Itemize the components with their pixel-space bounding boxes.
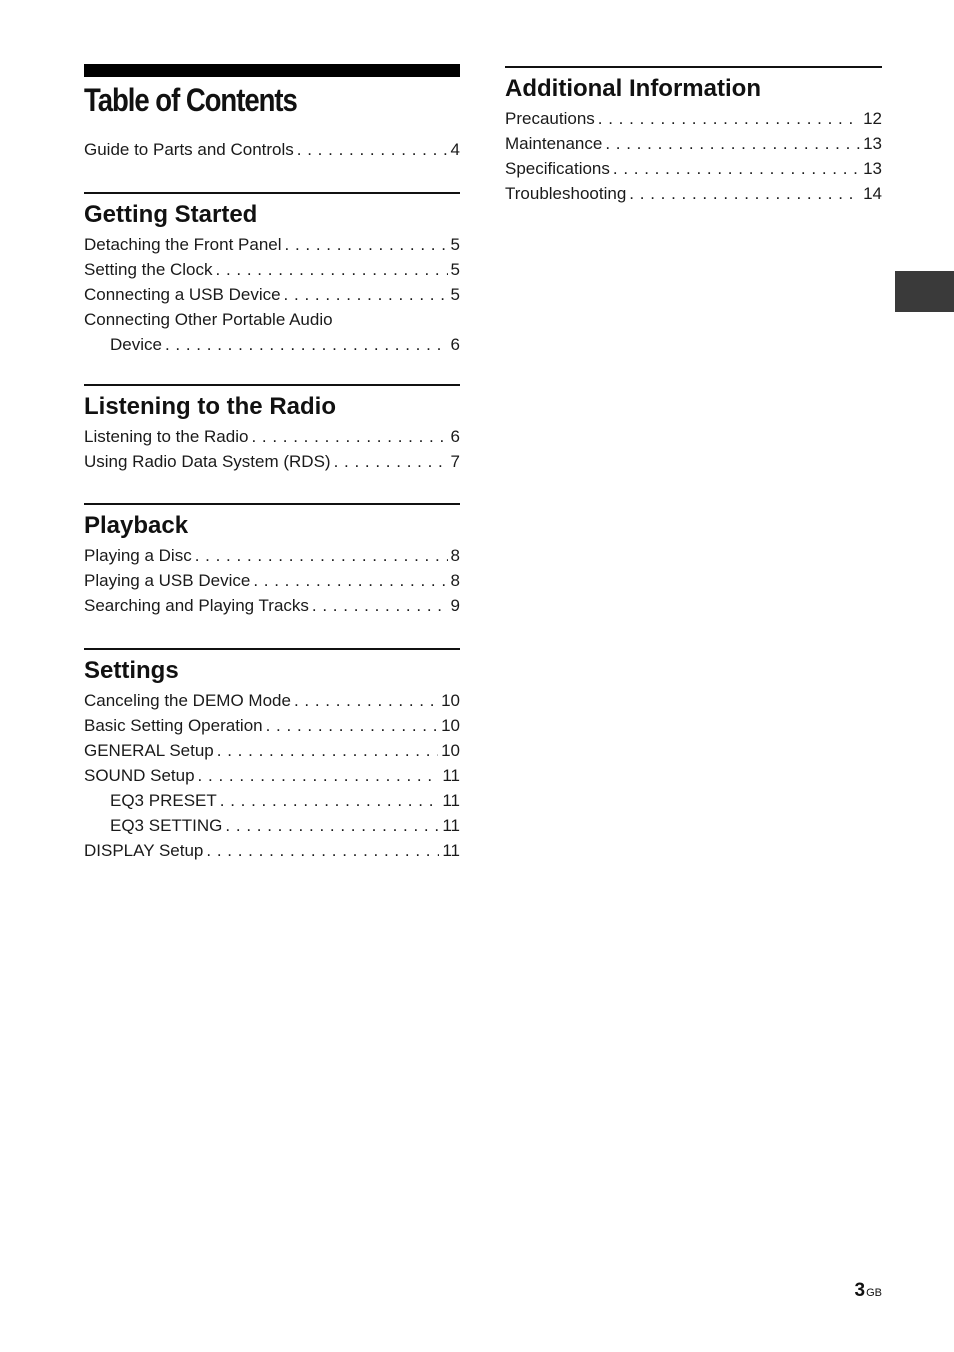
- section-getting-started: [84, 192, 460, 357]
- toc-entry[interactable]: [84, 738, 460, 763]
- page-number: [855, 1280, 882, 1302]
- dot-leader: [217, 738, 438, 763]
- entry-page: 5: [450, 285, 460, 304]
- page-title: Table of Contents: [84, 82, 297, 118]
- toc-entry[interactable]: [84, 838, 460, 863]
- entry-label: Specifications: [505, 159, 610, 178]
- dot-leader: [613, 156, 860, 181]
- toc-entry[interactable]: [84, 424, 460, 449]
- entry-page: 11: [442, 766, 460, 785]
- section-settings: [84, 648, 460, 863]
- entry-label: DISPLAY Setup: [84, 841, 204, 860]
- entry-label-line1: Connecting Other Portable Audio: [84, 310, 333, 329]
- toc-entry[interactable]: [505, 106, 882, 131]
- entry-label: EQ3 PRESET: [110, 791, 217, 810]
- page-number-value: 3: [854, 1280, 866, 1301]
- toc-entry-wrapped[interactable]: [84, 307, 460, 357]
- toc-entry[interactable]: [84, 137, 460, 162]
- entry-page: 11: [442, 791, 460, 810]
- toc-entry[interactable]: [84, 543, 460, 568]
- entry-label: Basic Setting Operation: [84, 716, 263, 735]
- section-heading: Settings: [84, 657, 179, 684]
- entry-page: 6: [450, 427, 460, 446]
- entry-page: 11: [442, 816, 460, 835]
- entry-label: Searching and Playing Tracks: [84, 596, 309, 615]
- entry-label: Connecting a USB Device: [84, 285, 281, 304]
- entry-page: 8: [450, 546, 460, 565]
- dot-leader: [598, 106, 860, 131]
- entry-page: 8: [450, 571, 460, 590]
- toc-entry[interactable]: [84, 713, 460, 738]
- entry-label: Playing a Disc: [84, 546, 192, 565]
- entry-label: Using Radio Data System (RDS): [84, 452, 331, 471]
- dot-leader: [285, 232, 448, 257]
- entry-page: 12: [863, 109, 882, 128]
- section-rule: [505, 66, 882, 68]
- toc-subentry[interactable]: [84, 813, 460, 838]
- dot-leader: [266, 713, 438, 738]
- section-radio: [84, 384, 460, 474]
- entry-label: Precautions: [505, 109, 595, 128]
- entry-page: 10: [441, 716, 460, 735]
- toc-entry[interactable]: [84, 568, 460, 593]
- toc-entry[interactable]: [84, 593, 460, 618]
- toc-entry[interactable]: [505, 156, 882, 181]
- toc-entry[interactable]: [84, 282, 460, 307]
- toc-entry[interactable]: [84, 688, 460, 713]
- dot-leader: [225, 813, 439, 838]
- dot-leader: [198, 763, 440, 788]
- section-heading: Listening to the Radio: [84, 393, 336, 420]
- section-playback: [84, 503, 460, 618]
- side-thumb-tab: [895, 271, 954, 312]
- page-number-suffix: GB: [866, 1287, 882, 1299]
- toc-entry[interactable]: [84, 232, 460, 257]
- entry-label: GENERAL Setup: [84, 741, 214, 760]
- entry-label-line2: Device: [110, 335, 162, 354]
- entry-continuation: [84, 332, 460, 357]
- intro-section: [84, 137, 460, 162]
- toc-entry[interactable]: [84, 763, 460, 788]
- entry-page: 5: [450, 260, 460, 279]
- section-heading: Additional Information: [505, 75, 761, 102]
- entry-page: 4: [450, 140, 460, 159]
- section-heading: Getting Started: [84, 201, 258, 228]
- dot-leader: [206, 838, 439, 863]
- dot-leader: [195, 543, 448, 568]
- dot-leader: [251, 424, 447, 449]
- entry-label: Maintenance: [505, 134, 603, 153]
- dot-leader: [253, 568, 447, 593]
- entry-label: Guide to Parts and Controls: [84, 140, 294, 159]
- section-additional-information: [505, 66, 882, 206]
- dot-leader: [605, 131, 860, 156]
- entry-label: Playing a USB Device: [84, 571, 251, 590]
- dot-leader: [294, 688, 438, 713]
- entry-label: SOUND Setup: [84, 766, 195, 785]
- dot-leader: [165, 332, 448, 357]
- section-rule: [84, 503, 460, 505]
- dot-leader: [284, 282, 448, 307]
- section-rule: [84, 384, 460, 386]
- entry-label: Troubleshooting: [505, 184, 627, 203]
- entry-page: 10: [441, 691, 460, 710]
- toc-entry[interactable]: [505, 181, 882, 206]
- entry-label: Setting the Clock: [84, 260, 213, 279]
- entry-page: 13: [863, 134, 882, 153]
- toc-entry[interactable]: [84, 257, 460, 282]
- dot-leader: [334, 449, 448, 474]
- entry-label: Listening to the Radio: [84, 427, 249, 446]
- entry-page: 9: [450, 596, 460, 615]
- dot-leader: [220, 788, 440, 813]
- entry-page: 5: [450, 235, 460, 254]
- entry-label: Canceling the DEMO Mode: [84, 691, 291, 710]
- section-rule: [84, 192, 460, 194]
- entry-page: 7: [450, 452, 460, 471]
- toc-entry[interactable]: [84, 449, 460, 474]
- dot-leader: [312, 593, 448, 618]
- entry-label: EQ3 SETTING: [110, 816, 223, 835]
- dot-leader: [297, 137, 448, 162]
- toc-entry[interactable]: [505, 131, 882, 156]
- dot-leader: [216, 257, 448, 282]
- entry-page: 10: [441, 741, 460, 760]
- entry-page: 11: [442, 841, 460, 860]
- toc-subentry[interactable]: [84, 788, 460, 813]
- entry-page: 13: [863, 159, 882, 178]
- title-bar: [84, 64, 460, 77]
- entry-page: 6: [450, 335, 460, 354]
- entry-label: Detaching the Front Panel: [84, 235, 282, 254]
- dot-leader: [629, 181, 860, 206]
- section-rule: [84, 648, 460, 650]
- entry-page: 14: [863, 184, 882, 203]
- section-heading: Playback: [84, 512, 189, 539]
